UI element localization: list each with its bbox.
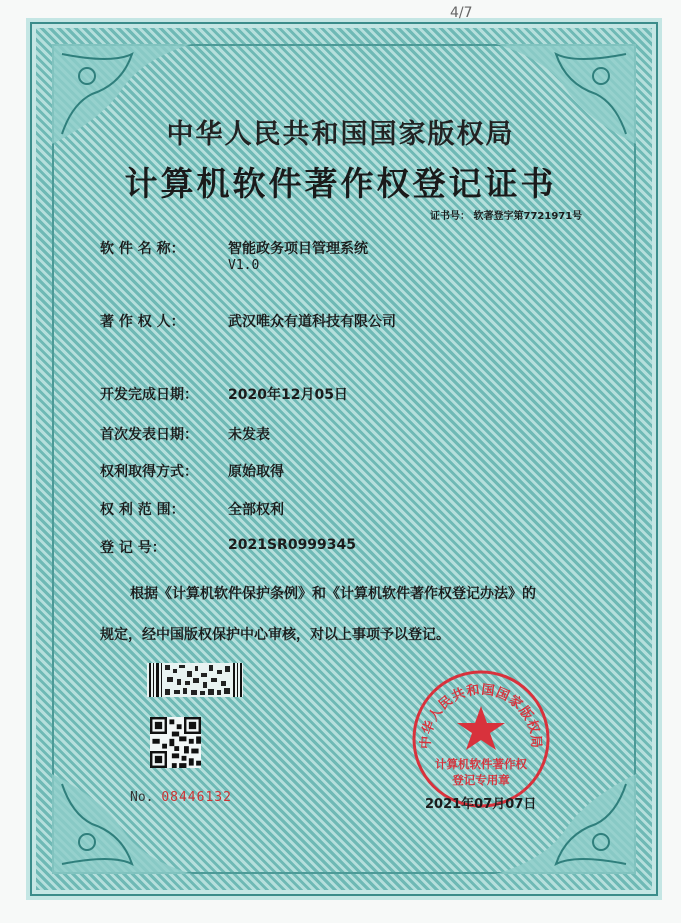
acquisition-method-label: 权利取得方式： [100,464,198,480]
seal-inner-line-2: 登记专用章 [452,773,510,787]
certificate-number: 证书号： 软著登字第7721971号 [430,211,583,222]
first-publication-label: 首次发表日期： [100,427,198,443]
copyright-owner-label: 著 作 权 人： [100,314,185,330]
serial-number [130,790,232,805]
seal-inner-line-1: 计算机软件著作权 [435,757,527,771]
issue-date: 2021年07月07日 [425,797,537,812]
statement-line-2: 规定，经中国版权保护中心审核，对以上事项予以登记。 [100,627,450,643]
barcode [147,663,243,697]
completion-date-value: 2020年12月05日 [228,387,348,403]
issuer-title: 中华人民共和国国家版权局 [166,119,515,150]
official-seal [410,668,552,810]
serial-prefix: No. [130,790,154,805]
seal-star-icon [457,706,505,750]
qr-code [150,717,201,768]
rights-scope-label: 权 利 范 围： [100,502,185,518]
first-publication-value: 未发表 [228,427,270,443]
corner-ornament-bottom-left [52,774,192,874]
certificate-title: 计算机软件著作权登记证书 [124,164,557,203]
registration-number-value: 2021SR0999345 [228,537,357,553]
serial-digits: 08446132 [161,790,232,805]
registration-number-label: 登 记 号： [100,540,166,556]
seal-outer-text: 中华人民共和国国家版权局 [418,682,544,750]
acquisition-method-value: 原始取得 [228,464,284,480]
rights-scope-value: 全部权利 [228,502,284,518]
software-name-label: 软 件 名 称： [100,241,185,257]
software-version-value: V1.0 [228,258,260,273]
completion-date-label: 开发完成日期： [100,387,198,403]
copyright-owner-value: 武汉唯众有道科技有限公司 [228,314,396,330]
statement-line-1: 根据《计算机软件保护条例》和《计算机软件著作权登记办法》的 [130,586,536,602]
software-name-value: 智能政务项目管理系统 [228,241,368,257]
handwritten-note: 4/7 [450,5,473,21]
